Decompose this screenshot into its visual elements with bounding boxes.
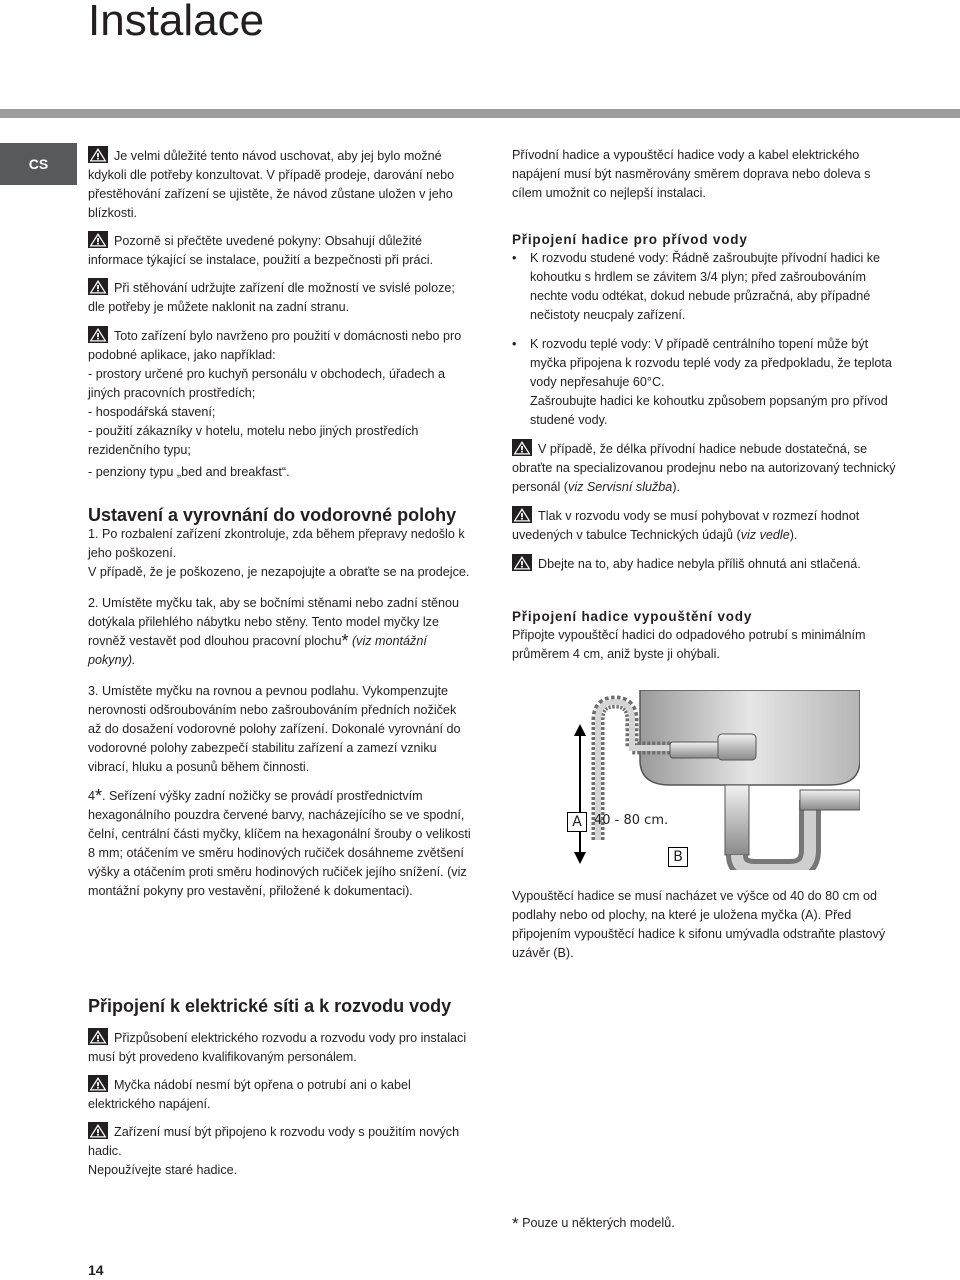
usage-item: - hospodářská stavení; (88, 405, 216, 419)
usage-item: - prostory určené pro kuchyň personálu v obchodech, úřadech a jiných pracovních prostředích; (88, 367, 446, 400)
section-title-leveling: Ustavení a vyrovnání do vodorovné polohy (88, 505, 457, 525)
header-rule (0, 109, 960, 118)
warning-icon (88, 326, 108, 343)
diagram-label-b: B (668, 847, 688, 867)
hoses-intro: Přívodní hadice a vypouštěcí hadice vody a kabel elektrického napájení musí být nasměrovány směrem doprava nebo doleva s cílem umožnit co nejlepší instalaci. (512, 148, 871, 200)
language-tab: CS (0, 143, 77, 185)
warning-moving: Při stěhování udržujte zařízení dle možností ve svislé poloze; dle potřeby je můžete naklonit na zadní stranu. (88, 278, 473, 317)
step-4: 4*. Seřízení výšky zadní nožičky se provádí prostřednictvím hexagonálního pouzdra červené barvy, nacházejícího se ve spodní, čelní, centrální části myčky, klíčem na hexagonální šrouby o velikosti 8 mm; otáčením ve směru hodinových ručiček dosáhneme zvětšení výšky a otáčením proti směru hodinových ručiček jejího snížení. (viz montážní pokyny pro vestavění, přiložené k dokumentaci). (88, 786, 471, 898)
bullet-hot-water: • K rozvodu teplé vody: V případě centrálního topení může být myčka připojena k rozvodu teplé vody za předpokladu, že teplota vody nepřesahuje 60°C. (512, 335, 897, 392)
bullet-hot-water-note: Zašroubujte hadici ke kohoutku způsobem popsaným pro přívod studené vody. (530, 394, 888, 427)
step-1-note: V případě, že je poškozeno, je nezapojujte a obraťte se na prodejce. (88, 565, 470, 579)
section-title-electric: Připojení k elektrické síti a k rozvodu vody (88, 996, 452, 1016)
warning-icon (88, 231, 108, 248)
page-number: 14 (88, 1262, 104, 1278)
electric-section (88, 996, 473, 1180)
right-column (512, 146, 897, 664)
step-3: 3. Umístěte myčku na rovnou a pevnou podlahu. Vykompenzujte nerovnosti odšroubováním nebo zašroubováním předních nožiček až do dosažení vodorovné polohy zařízení. Dokonalé vyrovnání do vodorovné polohy zabezpečí stabilitu zařízení a zamezí vzniku vibrací, hluku a posunů během činnosti. (88, 684, 461, 774)
warning-hose-bend: Dbejte na to, aby hadice nebyla příliš ohnutá ani stlačená. (512, 554, 897, 574)
bullet-cold-water: • K rozvodu studené vody: Řádně zašroubujte přívodní hadici ke kohoutku s hrdlem se závitem 3/4 plyn; před zašroubováním nechte vodu odtékat, dokud nebude průzračná, aby případné nečistoty neucpaly zařízení. (512, 249, 897, 325)
left-column (88, 146, 473, 901)
page-title: Instalace (88, 0, 265, 45)
warning-keep-manual: Je velmi důležité tento návod uschovat, aby jej bylo možné kdykoli dle potřeby konzultovat. V případě prodeje, darování nebo přestěhování zařízení se ujistěte, že návod zůstane uložen v jeho blízkosti. (88, 146, 473, 223)
outlet-instructions: Připojte vypouštěcí hadici do odpadového potrubí s minimálním průměrem 4 cm, aniž byste ji ohýbali. (512, 628, 866, 661)
warning-no-leaning: Myčka nádobí nesmí být opřena o potrubí ani o kabel elektrického napájení. (88, 1075, 473, 1114)
warning-icon (88, 1075, 108, 1092)
warning-water-pressure: Tlak v rozvodu vody se musí pohybovat v rozmezí hodnot uvedených v tabulce Technických údajů (viz vedle). (512, 506, 897, 545)
usage-item: - penziony typu „bed and breakfast“. (88, 465, 290, 479)
usage-item: - použití zákazníky v hotelu, motelu nebo jiných prostředích rezidenčního typu; (88, 424, 419, 457)
warning-icon (88, 278, 108, 295)
warning-icon (512, 554, 532, 571)
warning-icon (88, 146, 108, 163)
outlet-height-text: Vypouštěcí hadice se musí nacházet ve výšce od 40 do 80 cm od podlahy nebo od plochy, na které je uložena myčka (A). Před připojením vypouštěcí hadice k sifonu umývadla odstraňte plastový uzávěr (B). (512, 889, 886, 960)
section-title-inlet: Připojení hadice pro přívod vody (512, 232, 748, 247)
warning-usage: Toto zařízení bylo navrženo pro použití v domácnosti nebo pro podobné aplikace, jako například: (88, 326, 473, 365)
footnote: * Pouze u některých modelů. (512, 1214, 675, 1233)
diagram-height-range: 40 - 80 cm. (594, 813, 669, 828)
warning-icon (88, 1028, 108, 1045)
diagram-label-a: A (567, 812, 587, 832)
note-old-hoses: Nepoužívejte staré hadice. (88, 1163, 238, 1177)
warning-icon (512, 506, 532, 523)
step-2: 2. Umístěte myčku tak, aby se bočními stěnami nebo zadní stěnou dotýkala přilehlého nábytku nebo stěny. Tento model myčky lze rovněž vestavět pod dlouhou pracovní plochu* (viz montážní pokyny). (88, 596, 459, 667)
warning-hose-length: V případě, že délka přívodní hadice nebude dostatečná, se obraťte na specializovanou prodejnu nebo na autorizovaný technický personál (viz Servisní služba). (512, 439, 897, 497)
warning-icon (88, 1122, 108, 1139)
height-arrow (574, 724, 586, 864)
section-title-outlet: Připojení hadice vypouštění vody (512, 609, 753, 624)
warning-new-hoses: Zařízení musí být připojeno k rozvodu vody s použitím nových hadic. (88, 1122, 473, 1161)
warning-read-instructions: Pozorně si přečtěte uvedené pokyny: Obsahují důležité informace týkající se instalace, použití a bezpečnosti při práci. (88, 231, 473, 270)
warning-icon (512, 439, 532, 456)
warning-qualified-staff: Přizpůsobení elektrického rozvodu a rozvodu vody pro instalaci musí být provedeno kvalifikovaným personálem. (88, 1028, 473, 1067)
step-1: 1. Po rozbalení zařízení zkontroluje, zda během přepravy nedošlo k jeho poškození. (88, 527, 465, 560)
drain-hose-diagram (560, 690, 860, 870)
